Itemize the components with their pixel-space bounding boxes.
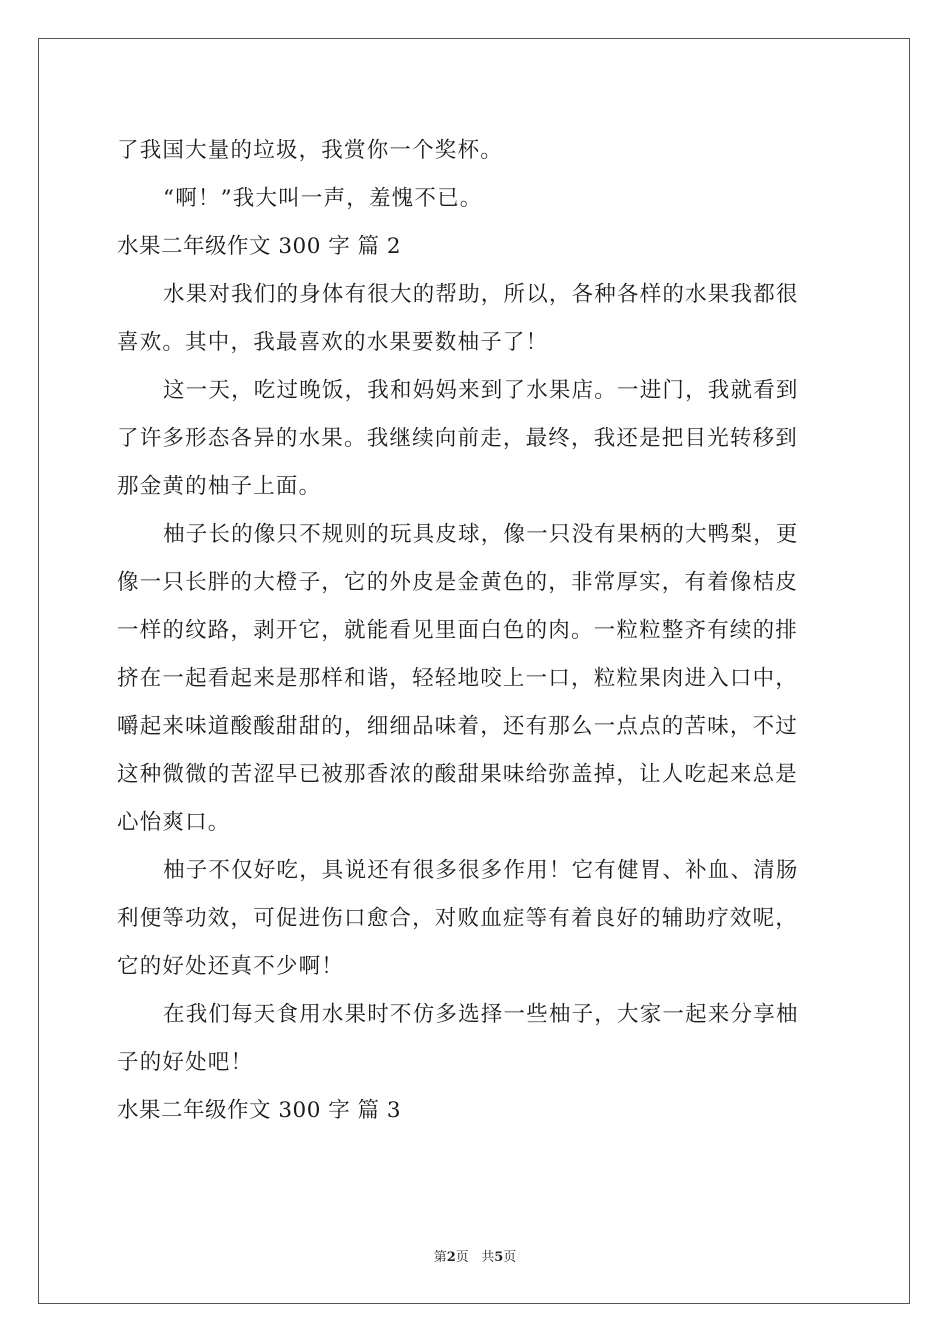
footer-total-unit: 页 — [503, 1250, 517, 1265]
total-pages-number: 5 — [494, 1250, 504, 1265]
paragraph-line: 这一天，吃过晚饭，我和妈妈来到了水果店。一进门，我就看到 — [163, 378, 799, 403]
paragraph-line: 一样的纹路，剥开它，就能看见里面白色的肉。一粒粒整齐有续的排 — [117, 618, 799, 643]
paragraph-line: 这种微微的苦涩早已被那香浓的酸甜果味给弥盖掉，让人吃起来总是 — [117, 762, 799, 787]
paragraph-line: 像一只长胖的大橙子，它的外皮是金黄色的，非常厚实，有着像桔皮 — [117, 570, 799, 595]
footer-prefix: 第 — [433, 1250, 447, 1265]
paragraph-line: 那金黄的柚子上面。 — [117, 474, 322, 499]
paragraph-line: “啊！”我大叫一声，羞愧不已。 — [163, 186, 483, 211]
paragraph-line: 挤在一起看起来是那样和谐，轻轻地咬上一口，粒粒果肉进入口中， — [117, 666, 799, 691]
paragraph-line: 柚子不仅好吃，具说还有很多很多作用！它有健胃、补血、清肠 — [163, 858, 799, 883]
paragraph-line: 心怡爽口。 — [117, 810, 231, 835]
paragraph-line: 在我们每天食用水果时不仿多选择一些柚子，大家一起来分享柚 — [163, 1002, 799, 1027]
paragraph-line: 了许多形态各异的水果。我继续向前走，最终，我还是把目光转移到 — [117, 426, 799, 451]
paragraph-line: 喜欢。其中，我最喜欢的水果要数柚子了！ — [117, 330, 549, 355]
footer-total-prefix: 共 — [481, 1250, 495, 1265]
paragraph-line: 它的好处还真不少啊！ — [117, 954, 345, 979]
paragraph-line: 子的好处吧！ — [117, 1050, 254, 1075]
current-page-number: 2 — [446, 1250, 456, 1265]
page-footer — [0, 1246, 950, 1265]
section-heading: 水果二年级作文 300 字 篇 2 — [117, 234, 402, 259]
section-heading: 水果二年级作文 300 字 篇 3 — [117, 1098, 402, 1123]
paragraph-line: 利便等功效，可促进伤口愈合，对败血症等有着良好的辅助疗效呢， — [117, 906, 799, 931]
paragraph-line: 水果对我们的身体有很大的帮助，所以，各种各样的水果我都很 — [163, 282, 799, 307]
paragraph-line: 嚼起来味道酸酸甜甜的，细细品味着，还有那么一点点的苦味，不过 — [117, 714, 799, 739]
footer-page-unit: 页 — [455, 1250, 469, 1265]
paragraph-line: 柚子长的像只不规则的玩具皮球，像一只没有果柄的大鸭梨，更 — [163, 522, 799, 547]
document-body — [117, 127, 837, 1135]
paragraph-line: 了我国大量的垃圾，我赏你一个奖杯。 — [117, 138, 503, 163]
